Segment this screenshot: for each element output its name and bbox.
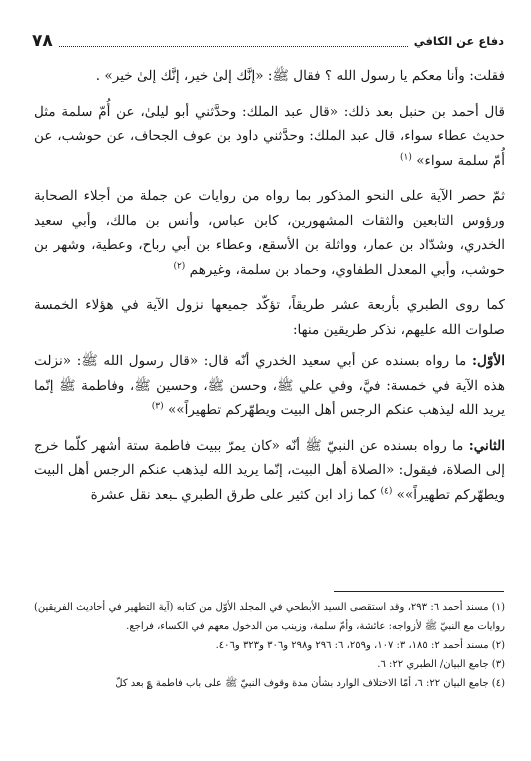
paragraph-tail: كما زاد ابن كثير على طرق الطبري ـبعد نقل عشرة bbox=[90, 486, 377, 503]
footnotes bbox=[34, 598, 505, 693]
paragraph-first-route bbox=[34, 349, 505, 423]
paragraph-text: قال أحمد بن حنبل بعد ذلك: «قال عبد الملك: وحدَّثني أبو ليلىٰ، عن أُمّ سلمة مثل حديث عطاء سواء، قال عبد الملك: وحدَّثني داود بن عوف الجحاف، عن حوشب، عن أُمّ سلمة سواء» bbox=[34, 103, 505, 169]
paragraph-3 bbox=[34, 184, 505, 282]
page-number: ٧٨ bbox=[32, 31, 53, 51]
paragraph-second-route bbox=[34, 434, 505, 508]
page-header bbox=[32, 30, 504, 52]
footnote-1: (١) مسند أحمد ٦: ٢٩٣، وقد استقصى السيد الأبطحي في المجلد الأوّل من كتابه (آية التطهير في أحاديث الفريقين) روايات مع النبيّ ﷺ لأزواجه: عائشة، وأمّ سلمة، وزينب من الدخول معهم في الكساء، فراجع. bbox=[34, 602, 505, 632]
running-title: دفاع عن الكافي bbox=[413, 34, 504, 48]
footnote-separator bbox=[334, 591, 504, 592]
main-text bbox=[34, 64, 505, 518]
paragraph-text: ما رواه بسنده عن أبي سعيد الخدري أنّه قال: «قال رسول الله ﷺ: «نزلت هذه الآية في خمسة: فيَّ، وفي علي ﷺ، وحسن ﷺ، وحسين ﷺ، وفاطمة ﷺ إنّما يريد الله ليذهب عنكم الرجس أهل البيت ويطهّركم تطهيراً»» bbox=[34, 353, 505, 418]
footnote-2: (٢) مسند أحمد ٢: ١٨٥، ٣: ١٠٧، و٢٥٩، ٦: ٢٩٦ و٢٩٨ و٣٠٦ و٣٢٣ و٤٠٦. bbox=[215, 640, 505, 651]
paragraph-1 bbox=[34, 64, 505, 89]
paragraph-lead: الثاني: bbox=[468, 437, 505, 454]
header-dotted-leader bbox=[59, 35, 408, 47]
paragraph-2 bbox=[34, 100, 505, 174]
footnote-4: (٤) جامع البيان ٢٢: ٦، أمّا الاختلاف الوارد بشأن مدة وقوف النبيّ ﷺ على باب فاطمة ؏ بعد كلّ bbox=[115, 678, 505, 689]
footnote-ref[interactable]: (٣) bbox=[151, 401, 164, 412]
paragraph-text: ثمّ حصر الآية على النحو المذكور بما رواه من روايات عن جملة من أجلاء الصحابة ورؤوس التابعين والثقات المشهورين، كابن عباس، وأنس بن مالك، وأبي سعيد الخدري، وشدّاد بن عمار، وواثلة بن الأسقع، وعطاء بن أبي رباح، وعطية، وشهر بن حوشب، وأبي المعدل الطفاوي، وحماد بن سلمة، وغيرهم bbox=[34, 188, 505, 278]
footnote-ref[interactable]: (٢) bbox=[173, 260, 186, 271]
paragraph-lead: الأوّل: bbox=[472, 353, 505, 369]
paragraph-text: فقلت: وأنا معكم يا رسول الله ؟ فقال ﷺ: «إنَّك إلىٰ خير، إنَّك إلىٰ خير» . bbox=[95, 68, 505, 84]
paragraph-4 bbox=[34, 293, 505, 342]
paragraph-text: ما رواه بسنده عن النبيّ ﷺ أنّه «كان يمرّ ببيت فاطمة ستة أشهر كلّما خرج إلى الصلاة، فيقول: «الصلاة أهل البيت، إنّما يريد الله ليذهب عنكم الرجس أهل البيت ويطهّركم تطهيراً»» bbox=[34, 437, 505, 503]
footnote-3: (٣) جامع البيان/ الطبري ٢٢: ٦. bbox=[377, 659, 505, 670]
paragraph-text: كما روى الطبري بأربعة عشر طريقاً، تؤكّد جميعها نزول الآية في هؤلاء الخمسة صلوات الله عليهم، نذكر طريقين منها: bbox=[34, 297, 505, 338]
footnote-ref[interactable]: (٤) bbox=[380, 485, 393, 496]
footnote-ref[interactable]: (١) bbox=[400, 151, 412, 162]
